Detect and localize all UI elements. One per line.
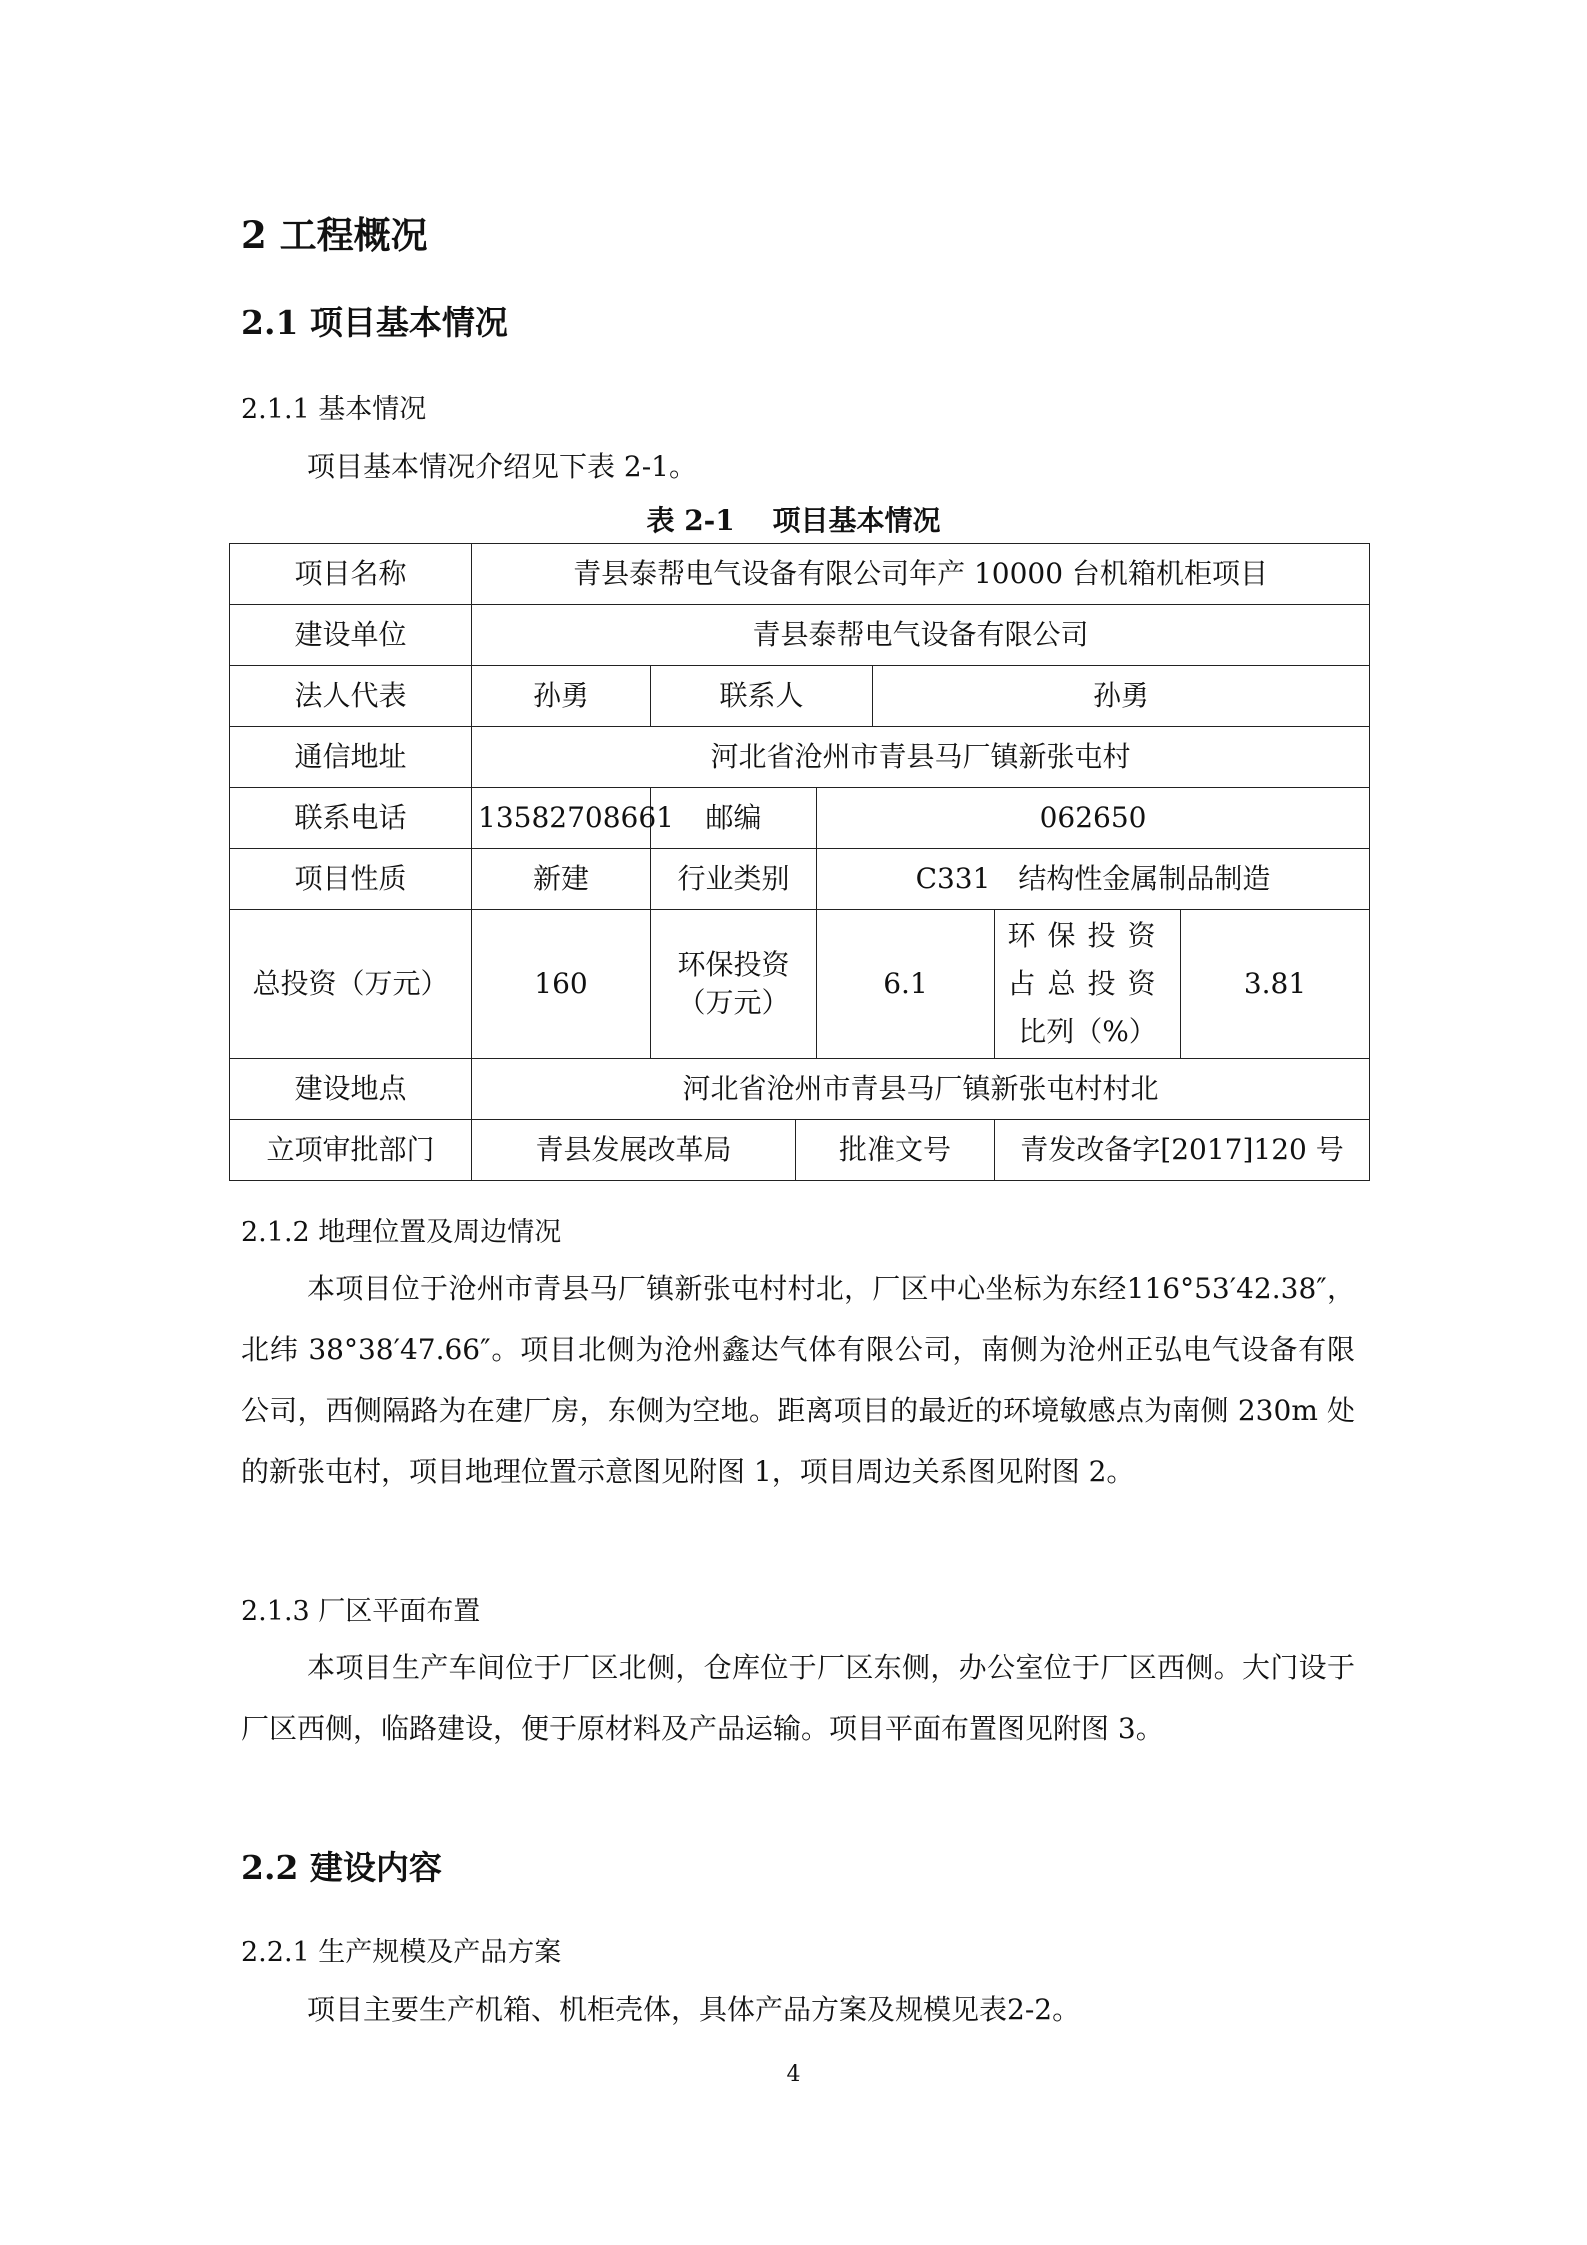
table-row <box>230 727 1370 788</box>
table-row <box>230 1120 1370 1181</box>
industry-label: 行业类别 <box>651 849 817 910</box>
table-row <box>230 788 1370 849</box>
page-number: 4 <box>786 2062 801 2087</box>
section-heading-2-2: 2.2 建设内容 <box>241 1848 442 1887</box>
builder-label: 建设单位 <box>230 605 472 666</box>
layout-paragraph: 本项目生产车间位于厂区北侧，仓库位于厂区东侧，办公室位于厂区西侧。大门设于厂区西侧，临路建设，便于原材料及产品运输。项目平面布置图见附图 3。 <box>241 1651 1355 1745</box>
legal-rep-value: 孙勇 <box>472 666 651 727</box>
approval-no-value: 青发改备字[2017]120 号 <box>995 1120 1370 1181</box>
ratio-label-line: 占总投资 <box>1007 967 1168 1000</box>
table-row <box>230 605 1370 666</box>
project-name-label: 项目名称 <box>230 544 472 605</box>
phone-label: 联系电话 <box>230 788 472 849</box>
subsection-heading-2-2-1: 2.2.1 生产规模及产品方案 <box>241 1937 562 1968</box>
project-name-value: 青县泰帮电气设备有限公司年产 10000 台机箱机柜项目 <box>472 544 1370 605</box>
ratio-label <box>995 910 1181 1059</box>
intro-paragraph: 项目基本情况介绍见下表 2-1。 <box>307 450 697 483</box>
table-row <box>230 1059 1370 1120</box>
total-invest-value: 160 <box>472 910 651 1059</box>
contact-label: 联系人 <box>651 666 873 727</box>
postcode-label: 邮编 <box>651 788 817 849</box>
industry-value: C331 结构性金属制品制造 <box>817 849 1370 910</box>
subsection-heading-2-1-1: 2.1.1 基本情况 <box>241 394 427 425</box>
table-row <box>230 544 1370 605</box>
subsection-heading-2-1-3: 2.1.3 厂区平面布置 <box>241 1596 481 1627</box>
approval-dept-label: 立项审批部门 <box>230 1120 472 1181</box>
section-heading-2-1: 2.1 项目基本情况 <box>241 303 508 342</box>
ratio-label-line: 比列（%） <box>1018 1015 1157 1048</box>
approval-dept-value: 青县发展改革局 <box>472 1120 796 1181</box>
contact-value: 孙勇 <box>873 666 1370 727</box>
site-value: 河北省沧州市青县马厂镇新张屯村村北 <box>472 1059 1370 1120</box>
products-paragraph: 项目主要生产机箱、机柜壳体，具体产品方案及规模见表2-2。 <box>307 1993 1081 2026</box>
phone-value: 13582708661 <box>472 788 651 849</box>
total-invest-label: 总投资（万元） <box>230 910 472 1059</box>
table-row <box>230 666 1370 727</box>
builder-value: 青县泰帮电气设备有限公司 <box>472 605 1370 666</box>
legal-rep-label: 法人代表 <box>230 666 472 727</box>
address-value: 河北省沧州市青县马厂镇新张屯村 <box>472 727 1370 788</box>
subsection-heading-2-1-2: 2.1.2 地理位置及周边情况 <box>241 1217 562 1248</box>
ratio-label-line: 环保投资 <box>1007 919 1168 952</box>
env-invest-value: 6.1 <box>817 910 995 1059</box>
project-info-table <box>229 543 1370 1181</box>
postcode-value: 062650 <box>817 788 1370 849</box>
env-invest-label-line: 环保投资 <box>677 948 790 981</box>
table-row <box>230 849 1370 910</box>
location-paragraph: 本项目位于沧州市青县马厂镇新张屯村村北，厂区中心坐标为东经116°53′42.38″，北纬 38°38′47.66″。项目北侧为沧州鑫达气体有限公司，南侧为沧州正弘电气设备有限公司，西侧隔路为在建厂房，东侧为空地。距离项目的最近的环境敏感点为南侧 230m 处的新张屯村，项目地理位置示意图见附图 1，项目周边关系图见附图 2。 <box>241 1272 1355 1488</box>
nature-label: 项目性质 <box>230 849 472 910</box>
address-label: 通信地址 <box>230 727 472 788</box>
approval-no-label: 批准文号 <box>796 1120 995 1181</box>
chapter-heading: 2 工程概况 <box>241 213 428 257</box>
env-invest-label <box>651 910 817 1059</box>
table-caption: 表 2-1 项目基本情况 <box>646 504 941 537</box>
env-invest-label-line: （万元） <box>677 986 790 1019</box>
ratio-value: 3.81 <box>1181 910 1370 1059</box>
site-label: 建设地点 <box>230 1059 472 1120</box>
table-row <box>230 910 1370 1059</box>
nature-value: 新建 <box>472 849 651 910</box>
